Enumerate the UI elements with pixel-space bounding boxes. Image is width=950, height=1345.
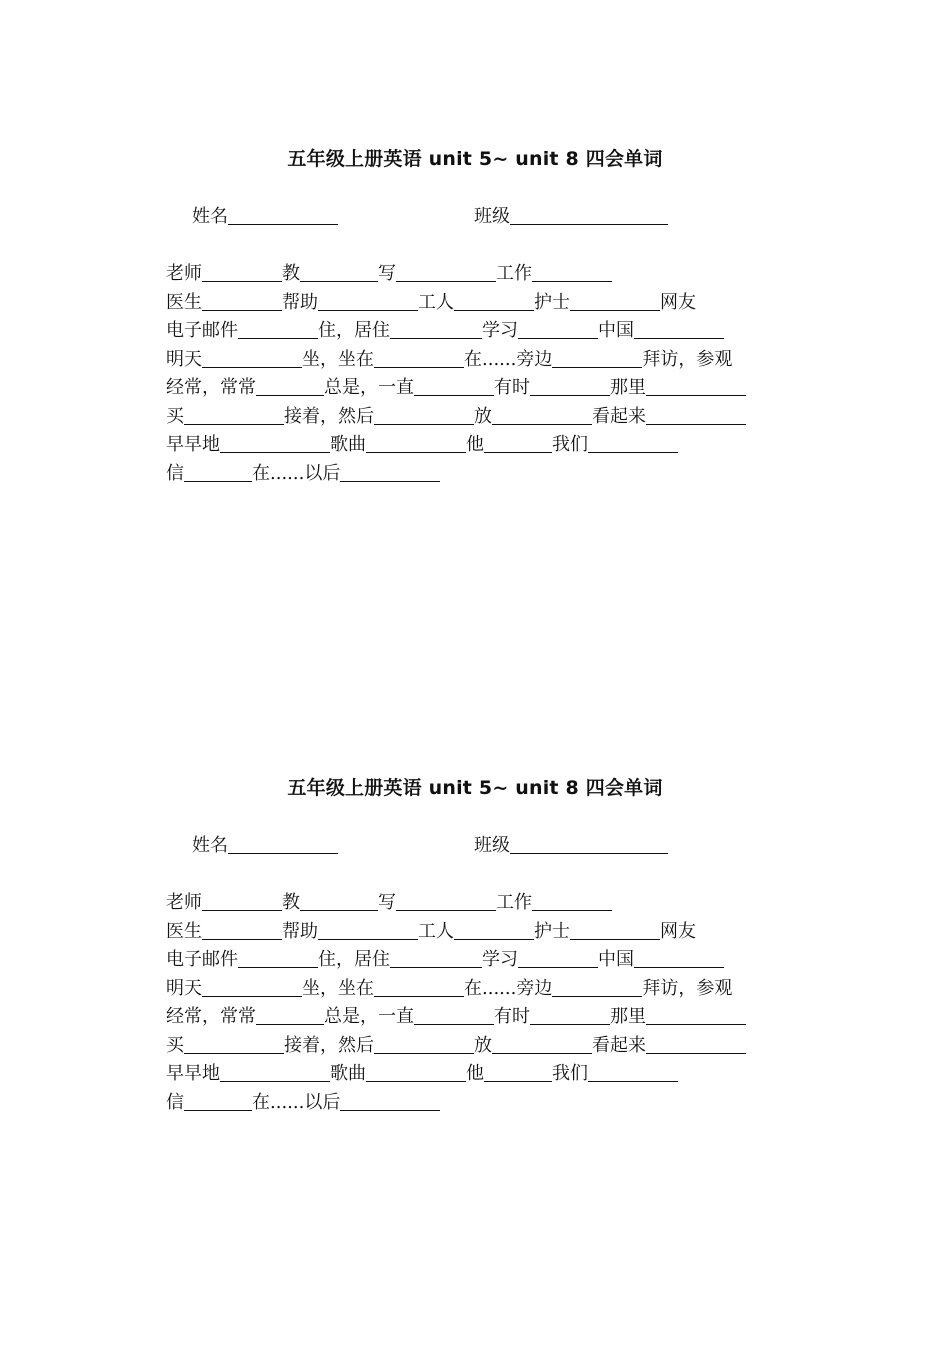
vocab-word: 坐，坐在 — [302, 977, 374, 999]
answer-blank[interactable] — [396, 260, 496, 282]
worksheet-title: 五年级上册英语 unit 5~ unit 8 四会单词 — [287, 148, 663, 170]
answer-blank[interactable] — [318, 289, 418, 311]
class-blank[interactable] — [510, 832, 668, 854]
vocab-word: 工人 — [418, 920, 454, 942]
vocab-word: 中国 — [598, 949, 634, 970]
answer-blank[interactable] — [374, 403, 474, 425]
student-info-row — [0, 832, 950, 860]
answer-blank[interactable] — [184, 1032, 284, 1054]
vocab-word: 接着，然后 — [284, 405, 374, 427]
answer-blank[interactable] — [202, 975, 302, 997]
vocab-word: 教 — [282, 892, 300, 913]
name-label: 姓名 — [192, 835, 228, 856]
answer-blank[interactable] — [570, 289, 660, 311]
answer-blank[interactable] — [220, 431, 330, 453]
vocab-word: 明天 — [166, 977, 202, 999]
vocab-word: 在......旁边 — [464, 348, 553, 370]
vocab-line — [166, 975, 806, 1004]
vocab-word: 买 — [166, 1034, 184, 1056]
answer-blank[interactable] — [634, 946, 724, 968]
class-blank[interactable] — [510, 203, 668, 225]
vocab-line — [166, 1060, 806, 1089]
vocab-word: 他 — [466, 434, 484, 455]
vocab-word: 我们 — [552, 434, 588, 455]
answer-blank[interactable] — [300, 889, 378, 911]
answer-blank[interactable] — [588, 1060, 678, 1082]
vocab-word: 教 — [282, 263, 300, 284]
vocab-word: 坐，坐在 — [302, 348, 374, 370]
student-info-row — [0, 203, 950, 231]
answer-blank[interactable] — [220, 1060, 330, 1082]
name-label: 姓名 — [192, 206, 228, 227]
vocab-word: 放 — [474, 405, 492, 427]
vocab-word: 在......以后 — [252, 462, 341, 484]
vocab-word: 住，居住 — [318, 949, 390, 970]
vocab-word: 接着，然后 — [284, 1034, 374, 1056]
vocab-line — [166, 1003, 806, 1032]
vocab-word: 帮助 — [282, 291, 318, 313]
name-blank[interactable] — [228, 203, 338, 225]
vocab-word: 护士 — [534, 291, 570, 313]
answer-blank[interactable] — [532, 889, 612, 911]
answer-blank[interactable] — [366, 1060, 466, 1082]
vocab-line — [166, 346, 806, 375]
answer-blank[interactable] — [184, 403, 284, 425]
vocab-word: 早早地 — [166, 434, 220, 455]
class-label: 班级 — [474, 835, 510, 856]
vocab-line — [166, 317, 806, 346]
answer-blank[interactable] — [532, 260, 612, 282]
vocab-word: 信 — [166, 1091, 184, 1113]
vocab-word: 医生 — [166, 291, 202, 313]
vocab-word: 歌曲 — [330, 1063, 366, 1084]
answer-blank[interactable] — [340, 1089, 440, 1111]
name-field — [192, 832, 338, 860]
vocab-word: 网友 — [660, 920, 696, 942]
answer-blank[interactable] — [390, 317, 482, 339]
vocab-line — [166, 431, 806, 460]
answer-blank[interactable] — [552, 975, 642, 997]
vocab-word: 写 — [378, 263, 396, 284]
vocab-line — [166, 403, 806, 432]
answer-blank[interactable] — [454, 918, 534, 940]
vocab-word: 看起来 — [592, 405, 646, 427]
answer-blank[interactable] — [646, 374, 746, 396]
vocab-word: 总是，一直 — [324, 377, 414, 398]
answer-blank[interactable] — [518, 946, 598, 968]
vocab-word: 老师 — [166, 892, 202, 913]
vocab-word: 中国 — [598, 320, 634, 341]
vocab-word: 护士 — [534, 920, 570, 942]
answer-blank[interactable] — [484, 1060, 552, 1082]
class-label: 班级 — [474, 206, 510, 227]
answer-blank[interactable] — [366, 431, 466, 453]
vocab-line — [166, 1089, 806, 1118]
answer-blank[interactable] — [202, 889, 282, 911]
answer-blank[interactable] — [454, 289, 534, 311]
answer-blank[interactable] — [374, 1032, 474, 1054]
answer-blank[interactable] — [492, 403, 592, 425]
vocab-word: 早早地 — [166, 1063, 220, 1084]
vocab-line — [166, 946, 806, 975]
answer-blank[interactable] — [202, 289, 282, 311]
answer-blank[interactable] — [340, 460, 440, 482]
class-field — [474, 203, 668, 231]
answer-blank[interactable] — [484, 431, 552, 453]
answer-blank[interactable] — [634, 317, 724, 339]
answer-blank[interactable] — [570, 918, 660, 940]
vocab-word: 学习 — [482, 320, 518, 341]
vocab-word: 电子邮件 — [166, 949, 238, 970]
vocab-line — [166, 918, 806, 947]
vocab-word: 有时 — [494, 1006, 530, 1027]
vocab-line — [166, 374, 806, 403]
worksheet-title: 五年级上册英语 unit 5~ unit 8 四会单词 — [287, 777, 663, 799]
vocab-word: 写 — [378, 892, 396, 913]
vocab-word: 在......以后 — [252, 1091, 341, 1113]
class-field — [474, 832, 668, 860]
vocab-line — [166, 460, 806, 489]
vocab-line — [166, 260, 806, 289]
answer-blank[interactable] — [646, 403, 746, 425]
vocab-word: 工作 — [496, 892, 532, 913]
vocab-word: 经常，常常 — [166, 377, 256, 398]
answer-blank[interactable] — [414, 1003, 494, 1025]
answer-blank[interactable] — [374, 975, 464, 997]
answer-blank[interactable] — [318, 918, 418, 940]
answer-blank[interactable] — [396, 889, 496, 911]
vocab-word: 总是，一直 — [324, 1006, 414, 1027]
answer-blank[interactable] — [202, 346, 302, 368]
vocab-word: 帮助 — [282, 920, 318, 942]
vocab-word: 老师 — [166, 263, 202, 284]
vocab-word: 那里 — [610, 1006, 646, 1027]
vocab-word: 网友 — [660, 291, 696, 313]
vocab-word: 明天 — [166, 348, 202, 370]
answer-blank[interactable] — [374, 346, 464, 368]
answer-blank[interactable] — [588, 431, 678, 453]
vocab-word: 我们 — [552, 1063, 588, 1084]
vocab-word: 信 — [166, 462, 184, 484]
vocab-word: 买 — [166, 405, 184, 427]
vocab-line — [166, 289, 806, 318]
name-field — [192, 203, 338, 231]
answer-blank[interactable] — [646, 1032, 746, 1054]
vocab-word: 放 — [474, 1034, 492, 1056]
answer-blank[interactable] — [518, 317, 598, 339]
answer-blank[interactable] — [552, 346, 642, 368]
answer-blank[interactable] — [492, 1032, 592, 1054]
answer-blank[interactable] — [256, 1003, 324, 1025]
vocab-word: 他 — [466, 1063, 484, 1084]
vocab-word: 工作 — [496, 263, 532, 284]
name-blank[interactable] — [228, 832, 338, 854]
vocab-word: 有时 — [494, 377, 530, 398]
answer-blank[interactable] — [202, 918, 282, 940]
vocabulary-list — [166, 260, 806, 488]
vocab-word: 在......旁边 — [464, 977, 553, 999]
vocab-word: 歌曲 — [330, 434, 366, 455]
answer-blank[interactable] — [256, 374, 324, 396]
answer-blank[interactable] — [530, 1003, 610, 1025]
vocab-line — [166, 889, 806, 918]
answer-blank[interactable] — [238, 317, 318, 339]
vocab-word: 住，居住 — [318, 320, 390, 341]
vocabulary-list — [166, 889, 806, 1117]
answer-blank[interactable] — [184, 460, 252, 482]
vocab-word: 拜访，参观 — [642, 348, 733, 370]
vocab-word: 工人 — [418, 291, 454, 313]
answer-blank[interactable] — [646, 1003, 746, 1025]
vocab-word: 学习 — [482, 949, 518, 970]
vocab-word: 电子邮件 — [166, 320, 238, 341]
vocab-word: 经常，常常 — [166, 1006, 256, 1027]
vocab-line — [166, 1032, 806, 1061]
answer-blank[interactable] — [202, 260, 282, 282]
vocab-word: 医生 — [166, 920, 202, 942]
answer-blank[interactable] — [238, 946, 318, 968]
answer-blank[interactable] — [390, 946, 482, 968]
answer-blank[interactable] — [530, 374, 610, 396]
answer-blank[interactable] — [184, 1089, 252, 1111]
vocab-word: 那里 — [610, 377, 646, 398]
vocab-word: 看起来 — [592, 1034, 646, 1056]
answer-blank[interactable] — [414, 374, 494, 396]
vocab-word: 拜访，参观 — [642, 977, 733, 999]
answer-blank[interactable] — [300, 260, 378, 282]
